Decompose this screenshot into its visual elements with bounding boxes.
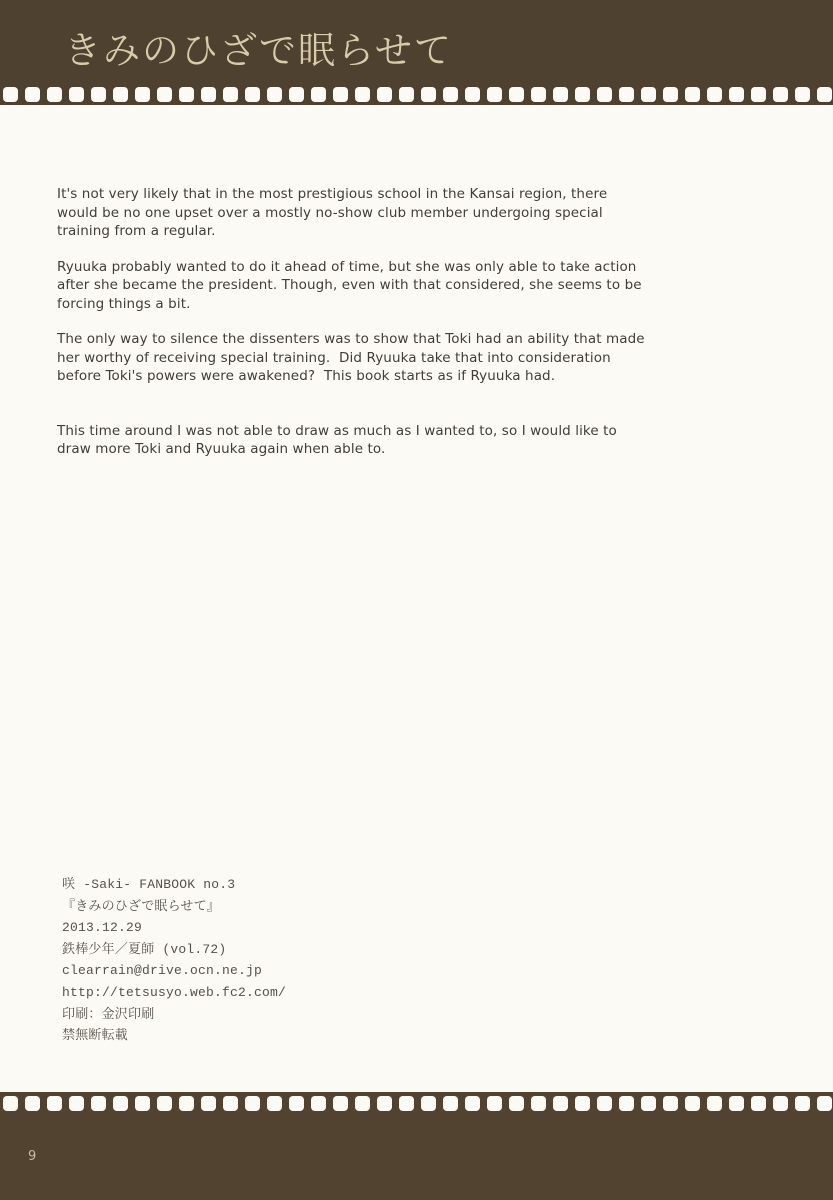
- film-perforation: [531, 87, 546, 102]
- film-perforation: [597, 87, 612, 102]
- film-perforation: [223, 1096, 238, 1111]
- film-perforation: [47, 87, 62, 102]
- colophon-email: clearrain@drive.ocn.ne.jp: [62, 963, 263, 979]
- film-perforation: [421, 1096, 436, 1111]
- film-perforation: [355, 1096, 370, 1111]
- film-perforation: [421, 87, 436, 102]
- film-perforation: [619, 87, 634, 102]
- colophon-book-title: 『きみのひざで眠らせて』: [62, 898, 221, 914]
- film-perforation: [531, 1096, 546, 1111]
- film-perforation: [157, 1096, 172, 1111]
- film-perforation: [751, 1096, 766, 1111]
- film-perforation: [179, 87, 194, 102]
- film-strip-top: [0, 0, 833, 105]
- film-perforation: [91, 1096, 106, 1111]
- film-perforation: [113, 87, 128, 102]
- film-perforation: [619, 1096, 634, 1111]
- film-perforation: [69, 87, 84, 102]
- film-perforation: [3, 1096, 18, 1111]
- film-strip-bottom: [0, 1092, 833, 1200]
- film-perforation: [157, 87, 172, 102]
- film-perforation: [377, 1096, 392, 1111]
- film-perforation: [201, 1096, 216, 1111]
- film-perforation-row-bottom: [3, 1096, 832, 1111]
- film-perforation: [575, 87, 590, 102]
- film-perforation: [289, 87, 304, 102]
- film-perforation: [509, 1096, 524, 1111]
- film-perforation: [795, 87, 810, 102]
- film-perforation: [553, 87, 568, 102]
- film-perforation: [751, 87, 766, 102]
- film-perforation: [443, 1096, 458, 1111]
- film-perforation: [553, 1096, 568, 1111]
- film-perforation: [707, 87, 722, 102]
- film-perforation: [47, 1096, 62, 1111]
- colophon-date: 2013.12.29: [62, 920, 143, 936]
- film-perforation: [333, 1096, 348, 1111]
- film-perforation: [443, 87, 458, 102]
- afterword-paragraph: This time around I was not able to draw as much as I wanted to, so I would like to draw more Toki and Ryuuka again when able to.: [57, 422, 622, 457]
- colophon: [62, 874, 286, 1047]
- film-perforation: [575, 1096, 590, 1111]
- colophon-no-reproduction-notice: 禁無断転載: [62, 1028, 129, 1044]
- film-perforation: [245, 1096, 260, 1111]
- film-perforation: [267, 87, 282, 102]
- film-perforation-row-top: [3, 87, 832, 102]
- film-perforation: [465, 87, 480, 102]
- film-perforation: [25, 87, 40, 102]
- film-perforation: [311, 1096, 326, 1111]
- colophon-circle-author: 鉄棒少年／夏師 (vol.72): [62, 941, 227, 957]
- film-perforation: [641, 87, 656, 102]
- film-perforation: [69, 1096, 84, 1111]
- film-perforation: [399, 87, 414, 102]
- page-number: 9: [28, 1149, 37, 1164]
- film-perforation: [817, 1096, 832, 1111]
- film-perforation: [641, 1096, 656, 1111]
- film-perforation: [113, 1096, 128, 1111]
- film-perforation: [773, 87, 788, 102]
- film-perforation: [685, 1096, 700, 1111]
- film-perforation: [663, 1096, 678, 1111]
- film-perforation: [773, 1096, 788, 1111]
- film-perforation: [179, 1096, 194, 1111]
- film-perforation: [487, 87, 502, 102]
- film-perforation: [729, 87, 744, 102]
- afterword-paragraph: It's not very likely that in the most prestigious school in the Kansai region, there would be no one upset over a mostly no-show club member undergoing special training from a regular.: [57, 186, 612, 239]
- film-perforation: [267, 1096, 282, 1111]
- film-perforation: [707, 1096, 722, 1111]
- film-perforation: [377, 87, 392, 102]
- film-perforation: [91, 87, 106, 102]
- afterword-paragraph: Ryuuka probably wanted to do it ahead of time, but she was only able to take action after she became the president. Though, even with that considered, she seems to be forcing things a bit.: [57, 258, 647, 312]
- film-perforation: [223, 87, 238, 102]
- colophon-website-url: http://tetsusyo.web.fc2.com/: [62, 984, 287, 1000]
- afterword-paragraph: The only way to silence the dissenters was to show that Toki had an ability that made her worthy of receiving special training. Did Ryuuka take that into consideration before Toki's powers were awakened? This book starts as if Ryuuka had.: [57, 331, 650, 384]
- film-perforation: [509, 87, 524, 102]
- film-perforation: [3, 87, 18, 102]
- film-perforation: [465, 1096, 480, 1111]
- film-perforation: [311, 87, 326, 102]
- film-perforation: [729, 1096, 744, 1111]
- colophon-series-line: 咲 -Saki- FANBOOK no.3: [62, 877, 236, 892]
- film-perforation: [289, 1096, 304, 1111]
- film-perforation: [663, 87, 678, 102]
- film-perforation: [487, 1096, 502, 1111]
- film-perforation: [817, 87, 832, 102]
- page-title: きみのひざで眠らせて: [64, 29, 453, 72]
- film-perforation: [333, 87, 348, 102]
- film-perforation: [685, 87, 700, 102]
- afterword-text: [57, 185, 649, 476]
- film-perforation: [597, 1096, 612, 1111]
- film-perforation: [245, 87, 260, 102]
- film-perforation: [355, 87, 370, 102]
- film-perforation: [399, 1096, 414, 1111]
- colophon-printer: 印刷：金沢印刷: [62, 1006, 155, 1022]
- film-perforation: [135, 1096, 150, 1111]
- film-perforation: [201, 87, 216, 102]
- film-perforation: [135, 87, 150, 102]
- film-perforation: [25, 1096, 40, 1111]
- film-perforation: [795, 1096, 810, 1111]
